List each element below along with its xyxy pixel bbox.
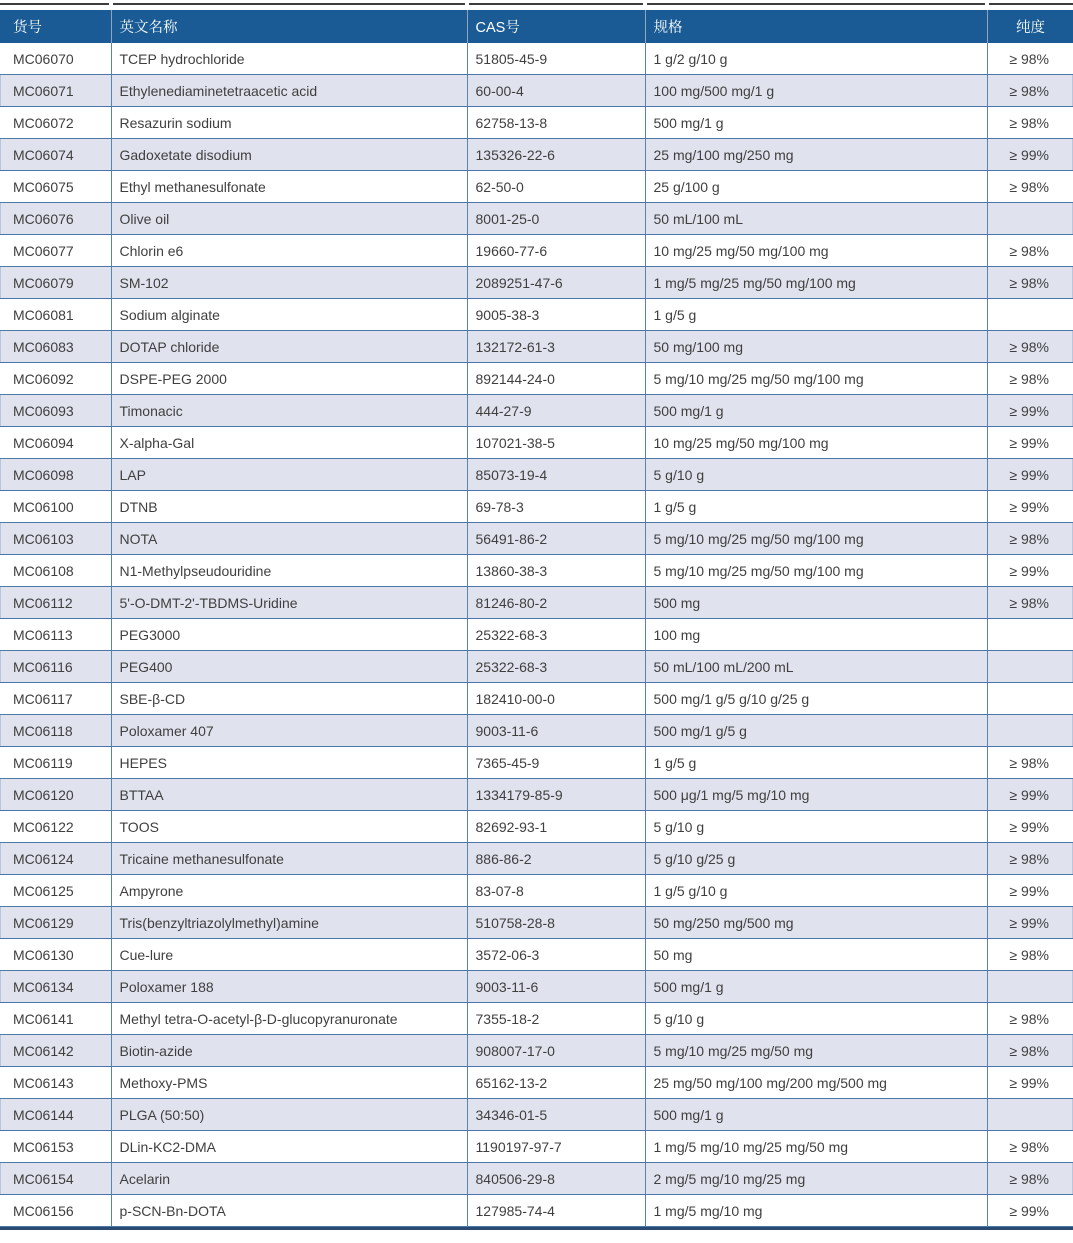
cell-item-no: MC06129 [0,907,111,939]
cell-cas-number: 1190197-97-7 [467,1131,645,1163]
cell-specification: 500 mg/1 g/5 g/10 g/25 g [645,683,987,715]
table-row [0,779,1073,811]
cell-english-name: DTNB [111,491,467,523]
top-rule [0,3,1073,5]
cell-cas-number: 132172-61-3 [467,331,645,363]
header-row [0,10,1073,43]
cell-cas-number: 60-00-4 [467,75,645,107]
cell-item-no: MC06103 [0,523,111,555]
table-row [0,939,1073,971]
table-row [0,427,1073,459]
cell-specification: 10 mg/25 mg/50 mg/100 mg [645,427,987,459]
cell-cas-number: 62-50-0 [467,171,645,203]
cell-cas-number: 9003-11-6 [467,715,645,747]
cell-specification: 10 mg/25 mg/50 mg/100 mg [645,235,987,267]
cell-english-name: PEG3000 [111,619,467,651]
cell-purity [987,683,1073,715]
table-row [0,587,1073,619]
col-header-item-no: 货号 [0,10,111,43]
cell-english-name: Ethyl methanesulfonate [111,171,467,203]
cell-english-name: TCEP hydrochloride [111,43,467,75]
cell-item-no: MC06074 [0,139,111,171]
table-row [0,875,1073,907]
table-row [0,363,1073,395]
cell-cas-number: 127985-74-4 [467,1195,645,1227]
table-row [0,459,1073,491]
cell-english-name: SM-102 [111,267,467,299]
cell-specification: 500 μg/1 mg/5 mg/10 mg [645,779,987,811]
table-row [0,331,1073,363]
table-row [0,75,1073,107]
cell-specification: 50 mL/100 mL [645,203,987,235]
cell-purity: ≥ 98% [987,1003,1073,1035]
cell-cas-number: 7355-18-2 [467,1003,645,1035]
cell-cas-number: 65162-13-2 [467,1067,645,1099]
cell-item-no: MC06094 [0,427,111,459]
cell-english-name: Cue-lure [111,939,467,971]
cell-english-name: Gadoxetate disodium [111,139,467,171]
cell-specification: 50 mg/250 mg/500 mg [645,907,987,939]
cell-purity: ≥ 98% [987,523,1073,555]
cell-english-name: N1-Methylpseudouridine [111,555,467,587]
cell-cas-number: 886-86-2 [467,843,645,875]
cell-specification: 25 g/100 g [645,171,987,203]
cell-cas-number: 8001-25-0 [467,203,645,235]
cell-purity [987,619,1073,651]
col-header-cas-number: CAS号 [467,10,645,43]
table-row [0,1195,1073,1227]
cell-english-name: DLin-KC2-DMA [111,1131,467,1163]
table-row [0,1003,1073,1035]
table-row [0,971,1073,1003]
cell-purity: ≥ 98% [987,331,1073,363]
cell-item-no: MC06124 [0,843,111,875]
cell-item-no: MC06143 [0,1067,111,1099]
cell-specification: 5 mg/10 mg/25 mg/50 mg [645,1035,987,1067]
cell-english-name: Tris(benzyltriazolylmethyl)amine [111,907,467,939]
cell-cas-number: 7365-45-9 [467,747,645,779]
cell-purity: ≥ 99% [987,1067,1073,1099]
cell-item-no: MC06072 [0,107,111,139]
cell-cas-number: 892144-24-0 [467,363,645,395]
table-row [0,747,1073,779]
cell-english-name: 5'-O-DMT-2'-TBDMS-Uridine [111,587,467,619]
cell-english-name: HEPES [111,747,467,779]
cell-specification: 5 mg/10 mg/25 mg/50 mg/100 mg [645,523,987,555]
cell-specification: 50 mL/100 mL/200 mL [645,651,987,683]
cell-purity [987,971,1073,1003]
cell-specification: 500 mg [645,587,987,619]
cell-item-no: MC06142 [0,1035,111,1067]
table-row [0,651,1073,683]
cell-purity: ≥ 98% [987,939,1073,971]
col-header-english-name: 英文名称 [111,10,467,43]
cell-purity: ≥ 98% [987,747,1073,779]
cell-english-name: DOTAP chloride [111,331,467,363]
cell-specification: 1 g/5 g [645,747,987,779]
cell-purity: ≥ 98% [987,1163,1073,1195]
cell-cas-number: 107021-38-5 [467,427,645,459]
cell-purity: ≥ 98% [987,43,1073,75]
table-row [0,267,1073,299]
cell-english-name: BTTAA [111,779,467,811]
cell-purity: ≥ 98% [987,1035,1073,1067]
cell-item-no: MC06116 [0,651,111,683]
cell-item-no: MC06070 [0,43,111,75]
cell-purity: ≥ 99% [987,875,1073,907]
cell-specification: 500 mg/1 g [645,971,987,1003]
table-row [0,139,1073,171]
cell-specification: 1 g/5 g [645,491,987,523]
table-row [0,1099,1073,1131]
cell-specification: 500 mg/1 g [645,1099,987,1131]
cell-cas-number: 3572-06-3 [467,939,645,971]
cell-purity: ≥ 98% [987,363,1073,395]
cell-item-no: MC06098 [0,459,111,491]
table-body [0,43,1073,1227]
cell-specification: 1 g/5 g [645,299,987,331]
col-header-purity: 纯度 [987,10,1073,43]
cell-specification: 1 mg/5 mg/10 mg [645,1195,987,1227]
cell-cas-number: 81246-80-2 [467,587,645,619]
cell-specification: 500 mg/1 g/5 g [645,715,987,747]
cell-english-name: Resazurin sodium [111,107,467,139]
cell-english-name: Acelarin [111,1163,467,1195]
cell-item-no: MC06117 [0,683,111,715]
cell-cas-number: 82692-93-1 [467,811,645,843]
cell-item-no: MC06071 [0,75,111,107]
cell-english-name: Biotin-azide [111,1035,467,1067]
table-row [0,203,1073,235]
cell-item-no: MC06093 [0,395,111,427]
cell-english-name: X-alpha-Gal [111,427,467,459]
table-row [0,43,1073,75]
cell-specification: 5 g/10 g/25 g [645,843,987,875]
cell-english-name: TOOS [111,811,467,843]
cell-purity: ≥ 99% [987,907,1073,939]
cell-purity: ≥ 99% [987,555,1073,587]
cell-cas-number: 510758-28-8 [467,907,645,939]
cell-purity: ≥ 98% [987,171,1073,203]
cell-english-name: Sodium alginate [111,299,467,331]
cell-english-name: PEG400 [111,651,467,683]
table-row [0,619,1073,651]
cell-item-no: MC06122 [0,811,111,843]
cell-specification: 50 mg [645,939,987,971]
cell-specification: 1 g/5 g/10 g [645,875,987,907]
cell-english-name: Timonacic [111,395,467,427]
cell-purity: ≥ 99% [987,491,1073,523]
cell-specification: 100 mg/500 mg/1 g [645,75,987,107]
cell-purity: ≥ 98% [987,107,1073,139]
cell-english-name: Methoxy-PMS [111,1067,467,1099]
cell-item-no: MC06118 [0,715,111,747]
cell-item-no: MC06075 [0,171,111,203]
table-row [0,1131,1073,1163]
table-row [0,171,1073,203]
cell-item-no: MC06119 [0,747,111,779]
cell-cas-number: 2089251-47-6 [467,267,645,299]
cell-cas-number: 840506-29-8 [467,1163,645,1195]
cell-item-no: MC06130 [0,939,111,971]
cell-cas-number: 444-27-9 [467,395,645,427]
top-rule-segment [647,3,985,5]
table-row [0,299,1073,331]
cell-specification: 5 mg/10 mg/25 mg/50 mg/100 mg [645,555,987,587]
table-row [0,1035,1073,1067]
cell-cas-number: 25322-68-3 [467,651,645,683]
cell-specification: 5 g/10 g [645,811,987,843]
cell-cas-number: 13860-38-3 [467,555,645,587]
cell-specification: 1 mg/5 mg/25 mg/50 mg/100 mg [645,267,987,299]
cell-purity: ≥ 98% [987,587,1073,619]
table-row [0,811,1073,843]
cell-item-no: MC06120 [0,779,111,811]
table-row [0,1163,1073,1195]
cell-purity [987,651,1073,683]
cell-english-name: Olive oil [111,203,467,235]
cell-english-name: Ampyrone [111,875,467,907]
table-row [0,491,1073,523]
cell-item-no: MC06113 [0,619,111,651]
cell-cas-number: 69-78-3 [467,491,645,523]
top-rule-segment [469,3,643,5]
cell-purity: ≥ 98% [987,1131,1073,1163]
cell-english-name: Ethylenediaminetetraacetic acid [111,75,467,107]
cell-item-no: MC06144 [0,1099,111,1131]
cell-specification: 5 g/10 g [645,459,987,491]
cell-specification: 1 g/2 g/10 g [645,43,987,75]
cell-purity: ≥ 99% [987,139,1073,171]
table-row [0,395,1073,427]
cell-english-name: DSPE-PEG 2000 [111,363,467,395]
cell-item-no: MC06156 [0,1195,111,1227]
cell-item-no: MC06079 [0,267,111,299]
cell-cas-number: 62758-13-8 [467,107,645,139]
bottom-rule [0,1227,1073,1230]
cell-english-name: Chlorin e6 [111,235,467,267]
cell-cas-number: 25322-68-3 [467,619,645,651]
cell-cas-number: 85073-19-4 [467,459,645,491]
cell-specification: 25 mg/50 mg/100 mg/200 mg/500 mg [645,1067,987,1099]
cell-specification: 50 mg/100 mg [645,331,987,363]
cell-purity: ≥ 99% [987,427,1073,459]
cell-english-name: NOTA [111,523,467,555]
cell-cas-number: 9005-38-3 [467,299,645,331]
cell-specification: 500 mg/1 g [645,395,987,427]
cell-cas-number: 34346-01-5 [467,1099,645,1131]
cell-item-no: MC06134 [0,971,111,1003]
cell-specification: 500 mg/1 g [645,107,987,139]
cell-purity: ≥ 98% [987,267,1073,299]
cell-purity: ≥ 98% [987,843,1073,875]
cell-item-no: MC06125 [0,875,111,907]
table-row [0,1067,1073,1099]
table-row [0,523,1073,555]
cell-item-no: MC06081 [0,299,111,331]
cell-english-name: LAP [111,459,467,491]
cell-cas-number: 19660-77-6 [467,235,645,267]
table-row [0,907,1073,939]
top-rule-segment [989,3,1073,5]
cell-cas-number: 9003-11-6 [467,971,645,1003]
cell-purity: ≥ 99% [987,779,1073,811]
cell-item-no: MC06076 [0,203,111,235]
cell-specification: 25 mg/100 mg/250 mg [645,139,987,171]
table-row [0,235,1073,267]
cell-cas-number: 182410-00-0 [467,683,645,715]
table-row [0,683,1073,715]
cell-specification: 100 mg [645,619,987,651]
cell-item-no: MC06154 [0,1163,111,1195]
cell-purity: ≥ 99% [987,459,1073,491]
table-row [0,107,1073,139]
cell-purity: ≥ 99% [987,1195,1073,1227]
cell-specification: 5 mg/10 mg/25 mg/50 mg/100 mg [645,363,987,395]
cell-specification: 2 mg/5 mg/10 mg/25 mg [645,1163,987,1195]
cell-cas-number: 51805-45-9 [467,43,645,75]
cell-purity [987,203,1073,235]
cell-purity: ≥ 98% [987,235,1073,267]
cell-item-no: MC06108 [0,555,111,587]
cell-english-name: SBE-β-CD [111,683,467,715]
cell-english-name: Methyl tetra-O-acetyl-β-D-glucopyranuronate [111,1003,467,1035]
cell-item-no: MC06100 [0,491,111,523]
cell-english-name: p-SCN-Bn-DOTA [111,1195,467,1227]
cell-purity [987,1099,1073,1131]
table-row [0,843,1073,875]
cell-cas-number: 56491-86-2 [467,523,645,555]
cell-purity: ≥ 99% [987,395,1073,427]
cell-purity: ≥ 99% [987,811,1073,843]
cell-english-name: Poloxamer 188 [111,971,467,1003]
cell-purity [987,299,1073,331]
cell-english-name: PLGA (50:50) [111,1099,467,1131]
table-row [0,555,1073,587]
cell-cas-number: 135326-22-6 [467,139,645,171]
top-rule-segment [0,3,109,5]
col-header-specification: 规格 [645,10,987,43]
cell-item-no: MC06112 [0,587,111,619]
cell-purity: ≥ 98% [987,75,1073,107]
cell-item-no: MC06083 [0,331,111,363]
cell-purity [987,715,1073,747]
top-rule-segment [113,3,465,5]
table-row [0,715,1073,747]
cell-item-no: MC06141 [0,1003,111,1035]
product-table [0,10,1073,1227]
cell-english-name: Tricaine methanesulfonate [111,843,467,875]
cell-item-no: MC06092 [0,363,111,395]
cell-cas-number: 83-07-8 [467,875,645,907]
cell-cas-number: 1334179-85-9 [467,779,645,811]
cell-specification: 5 g/10 g [645,1003,987,1035]
cell-cas-number: 908007-17-0 [467,1035,645,1067]
cell-item-no: MC06077 [0,235,111,267]
cell-specification: 1 mg/5 mg/10 mg/25 mg/50 mg [645,1131,987,1163]
cell-item-no: MC06153 [0,1131,111,1163]
cell-english-name: Poloxamer 407 [111,715,467,747]
